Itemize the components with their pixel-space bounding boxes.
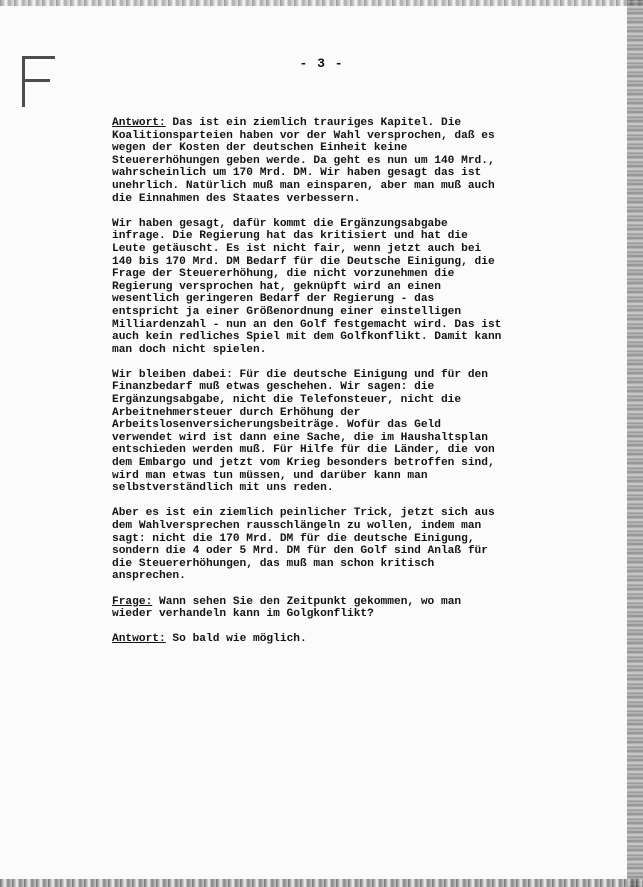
text-line <box>112 394 532 407</box>
paragraph <box>112 507 532 583</box>
text-line <box>112 381 532 394</box>
text-line <box>112 167 532 180</box>
text-line <box>112 482 532 495</box>
line-text: Aber es ist ein ziemlich peinlicher Trick, jetzt sich aus <box>112 507 495 520</box>
line-text: wahrscheinlich um 170 Mrd. DM. Wir haben gesagt das ist <box>112 167 482 180</box>
text-line <box>112 608 532 621</box>
line-text: unehrlich. Natürlich muß man einsparen, aber man muß auch <box>112 179 495 192</box>
text-line <box>112 633 532 646</box>
text-line <box>112 281 532 294</box>
line-text: selbstverständlich mit uns reden. <box>112 482 334 495</box>
line-text: sondern die 4 oder 5 Mrd. DM für den Golf sind Anlaß für <box>112 545 488 558</box>
text-line <box>112 155 532 168</box>
line-text: Steuererhöhungen geben werde. Da geht es nun um 140 Mrd., <box>112 154 495 167</box>
scan-edge-right <box>627 0 643 887</box>
text-line <box>112 230 532 243</box>
line-text: Frage der Steuererhöhung, die nicht vorzunehmen die <box>112 268 455 281</box>
text-line <box>112 419 532 432</box>
line-text: ansprechen. <box>112 570 186 583</box>
speaker-label: Antwort: <box>112 633 166 646</box>
line-text: Arbeitslosenversicherungsbeiträge. Wofür das Geld <box>112 419 441 432</box>
text-line <box>112 457 532 470</box>
text-line <box>112 256 532 269</box>
paragraph <box>112 218 532 357</box>
speaker-label: Frage: <box>112 595 153 608</box>
text-line <box>112 180 532 193</box>
line-text: wegen der Kosten der deutschen Einheit keine <box>112 142 408 155</box>
text-line <box>112 218 532 231</box>
paragraph <box>112 117 532 205</box>
line-text: 140 bis 170 Mrd. DM Bedarf für die Deutsche Einigung, die <box>112 255 495 268</box>
text-line <box>112 130 532 143</box>
line-text: entspricht ja einer Größenordnung einer einstelligen <box>112 305 462 318</box>
line-text: verwendet wird ist dann eine Sache, die im Haushaltsplan <box>112 431 488 444</box>
text-line <box>112 142 532 155</box>
text-line <box>112 243 532 256</box>
line-text: die Steuererhöhungen, das muß man schon kritisch <box>112 557 435 570</box>
text-line <box>112 596 532 609</box>
line-text: wird man etwas tun müssen, und darüber kann man <box>112 469 428 482</box>
text-line <box>112 331 532 344</box>
text-line <box>112 306 532 319</box>
line-text: Wir bleiben dabei: Für die deutsche Einigung und für den <box>112 368 488 381</box>
text-line <box>112 319 532 332</box>
line-text: man doch nicht spielen. <box>112 343 267 356</box>
line-text: So bald wie möglich. <box>165 633 307 646</box>
line-text: Das ist ein ziemlich trauriges Kapitel. Die <box>165 117 462 129</box>
text-line <box>112 369 532 382</box>
paragraph <box>112 596 532 621</box>
page-number: - 3 - <box>299 56 344 71</box>
speaker-label: Antwort: <box>112 117 166 129</box>
line-text: Wir haben gesagt, dafür kommt die Ergänzungsabgabe <box>112 217 448 230</box>
line-text: Leute getäuscht. Es ist nicht fair, wenn jetzt auch bei <box>112 242 482 255</box>
line-text: wesentlich geringeren Bedarf der Regierung - das <box>112 293 435 306</box>
document-body <box>112 117 532 659</box>
text-line <box>112 268 532 281</box>
scan-edge-bottom <box>0 879 643 887</box>
line-text: Finanzbedarf muß etwas geschehen. Wir sagen: die <box>112 381 435 394</box>
scan-edge-top <box>0 0 643 6</box>
line-text: Arbeitnehmersteuer durch Erhöhung der <box>112 406 361 419</box>
paragraph <box>112 633 532 646</box>
line-text: infrage. Die Regierung hat das kritisiert und hat die <box>112 230 468 243</box>
text-line <box>112 470 532 483</box>
text-line <box>112 193 532 206</box>
line-text: entschieden werden muß. Für Hilfe für die Länder, die von <box>112 444 495 457</box>
line-text: wieder verhandeln kann im Golgkonflikt? <box>112 608 374 621</box>
text-line <box>112 533 532 546</box>
text-line <box>112 570 532 583</box>
text-line <box>112 507 532 520</box>
line-text: Milliardenzahl - nun an den Golf festgemacht wird. Das ist <box>112 318 502 331</box>
line-text: sagt: nicht die 170 Mrd. DM für die deutsche Einigung, <box>112 532 475 545</box>
text-line <box>112 117 532 130</box>
line-text: Regierung versprochen hat, geknüpft wird an einen <box>112 280 441 293</box>
text-line <box>112 432 532 445</box>
text-line <box>112 545 532 558</box>
text-line <box>112 558 532 571</box>
line-text: dem Embargo und jetzt vom Krieg besonders betroffen sind, <box>112 457 495 470</box>
line-text: dem Wahlversprechen rausschlängeln zu wollen, indem man <box>112 520 482 532</box>
text-line <box>112 344 532 357</box>
line-text: die Einnahmen des Staates verbessern. <box>112 192 361 205</box>
text-line <box>112 444 532 457</box>
text-line <box>112 520 532 533</box>
text-line <box>112 407 532 420</box>
paragraph <box>112 369 532 495</box>
line-text: Koalitionsparteien haben vor der Wahl versprochen, daß es <box>112 129 495 142</box>
line-text: auch kein redliches Spiel mit dem Golfkonflikt. Damit kann <box>112 331 502 344</box>
line-text: Wann sehen Sie den Zeitpunkt gekommen, wo man <box>152 595 462 608</box>
line-text: Ergänzungsabgabe, nicht die Telefonsteuer, nicht die <box>112 394 462 407</box>
text-line <box>112 293 532 306</box>
